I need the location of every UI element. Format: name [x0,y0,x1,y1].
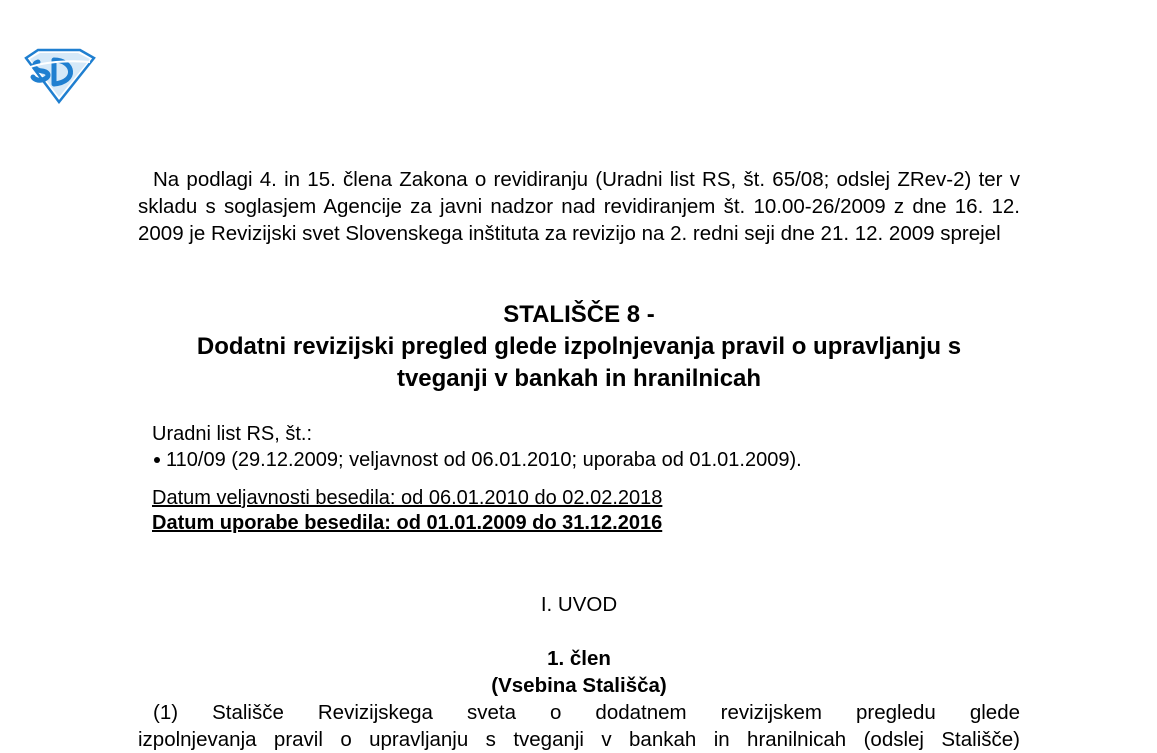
gazette-label: Uradni list RS, št.: [152,423,313,445]
bullet-icon [154,457,160,463]
validity-date: Datum veljavnosti besedila: od 06.01.2010 do 02.02.2018 [152,487,663,509]
gazette-entry [152,447,1012,473]
application-date: Datum uporabe besedila: od 01.01.2009 do 31.12.2016 [152,512,663,534]
document-title [138,299,1020,395]
gazette-entry-text: 110/09 (29.12.2009; veljavnost od 06.01.2010; uporaba od 01.01.2009). [166,449,802,471]
paragraph-line-2: izpolnjevanja pravil o upravljanju s tveganji v bankah in hranilnicah (odslej Stališče) [138,728,1020,751]
intro-paragraph: Na podlagi 4. in 15. člena Zakona o revidiranju (Uradni list RS, št. 65/08; odslej ZRev-2) ter v skladu s soglasjem Agencije za javni nadzor nad revidiranjem št. 10.00-26/2009 z dne 16. 12. 2009 je Revizijski svet Slovenskega inštituta za revizijo na 2. redni seji dne 21. 12. 2009 sprejel [138,168,1020,245]
title-line-3: tveganji v bankah in hranilnicah [396,365,762,392]
article-title: (Vsebina Stališča) [491,674,667,697]
validity-dates [152,486,662,536]
article-number: 1. člen [547,647,611,670]
section-heading: I. UVOD [540,593,618,616]
sd-diamond-logo-icon [22,48,96,104]
paragraph-line-1: (1) Stališče Revizijskega sveta o dodatnem revizijskem pregledu glede [153,701,1020,724]
title-line-2: Dodatni revizijski pregled glede izpolnjevanja pravil o upravljanju s [196,333,962,360]
title-line-1: STALIŠČE 8 - [503,301,655,328]
gazette-reference [152,421,1012,473]
article-heading [138,645,1020,699]
